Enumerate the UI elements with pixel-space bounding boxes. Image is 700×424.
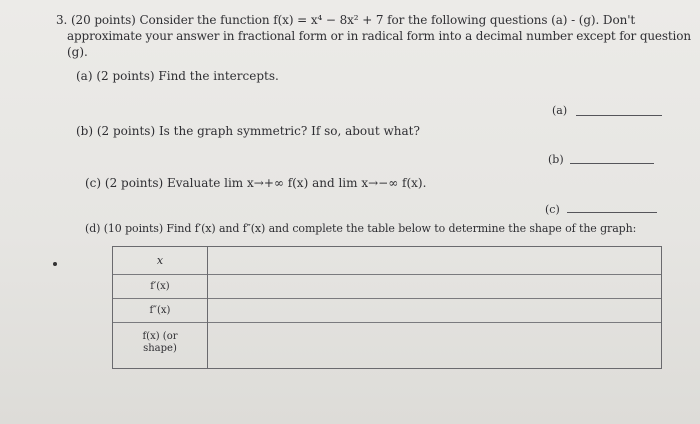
pen-mark	[53, 262, 57, 266]
question-line-1: 3. (20 points) Consider the function f(x) = x⁴ − 8x² + 7 for the following questions (a) - (g). Don't	[56, 13, 636, 27]
sign-chart-table	[112, 246, 662, 369]
question-line-2: approximate your answer in fractional form or in radical form into a decimal number except for question	[67, 29, 691, 43]
table-answer-cell-fprime[interactable]	[208, 275, 661, 298]
part-a-answer-line[interactable]	[576, 115, 662, 116]
table-answer-cell-shape[interactable]	[208, 323, 661, 368]
part-a-answer-label: (a)	[552, 104, 568, 117]
part-b-text: (b) (2 points) Is the graph symmetric? If so, about what?	[76, 124, 420, 138]
table-row-label-fdoubleprime: f″(x)	[149, 305, 171, 316]
part-a-text: (a) (2 points) Find the intercepts.	[76, 69, 279, 83]
table-row-label-fprime: f′(x)	[150, 281, 170, 292]
part-b-answer-line[interactable]	[570, 163, 654, 164]
question-line-3: (g).	[67, 45, 88, 59]
part-c-answer-line[interactable]	[567, 212, 657, 213]
table-row-label-shape-2: shape)	[143, 343, 177, 354]
table-row-label-x: x	[156, 254, 164, 267]
part-c-text: (c) (2 points) Evaluate lim x→+∞ f(x) and lim x→−∞ f(x).	[85, 176, 427, 190]
table-answer-cell-x[interactable]	[208, 247, 661, 274]
part-c-answer-label: (c)	[545, 203, 560, 216]
table-row-label-shape-1: f(x) (or	[142, 331, 178, 342]
part-b-answer-label: (b)	[548, 153, 564, 166]
part-d-text: (d) (10 points) Find f′(x) and f″(x) and complete the table below to determine the shape of the graph:	[85, 222, 637, 235]
table-answer-cell-fdoubleprime[interactable]	[208, 299, 661, 322]
